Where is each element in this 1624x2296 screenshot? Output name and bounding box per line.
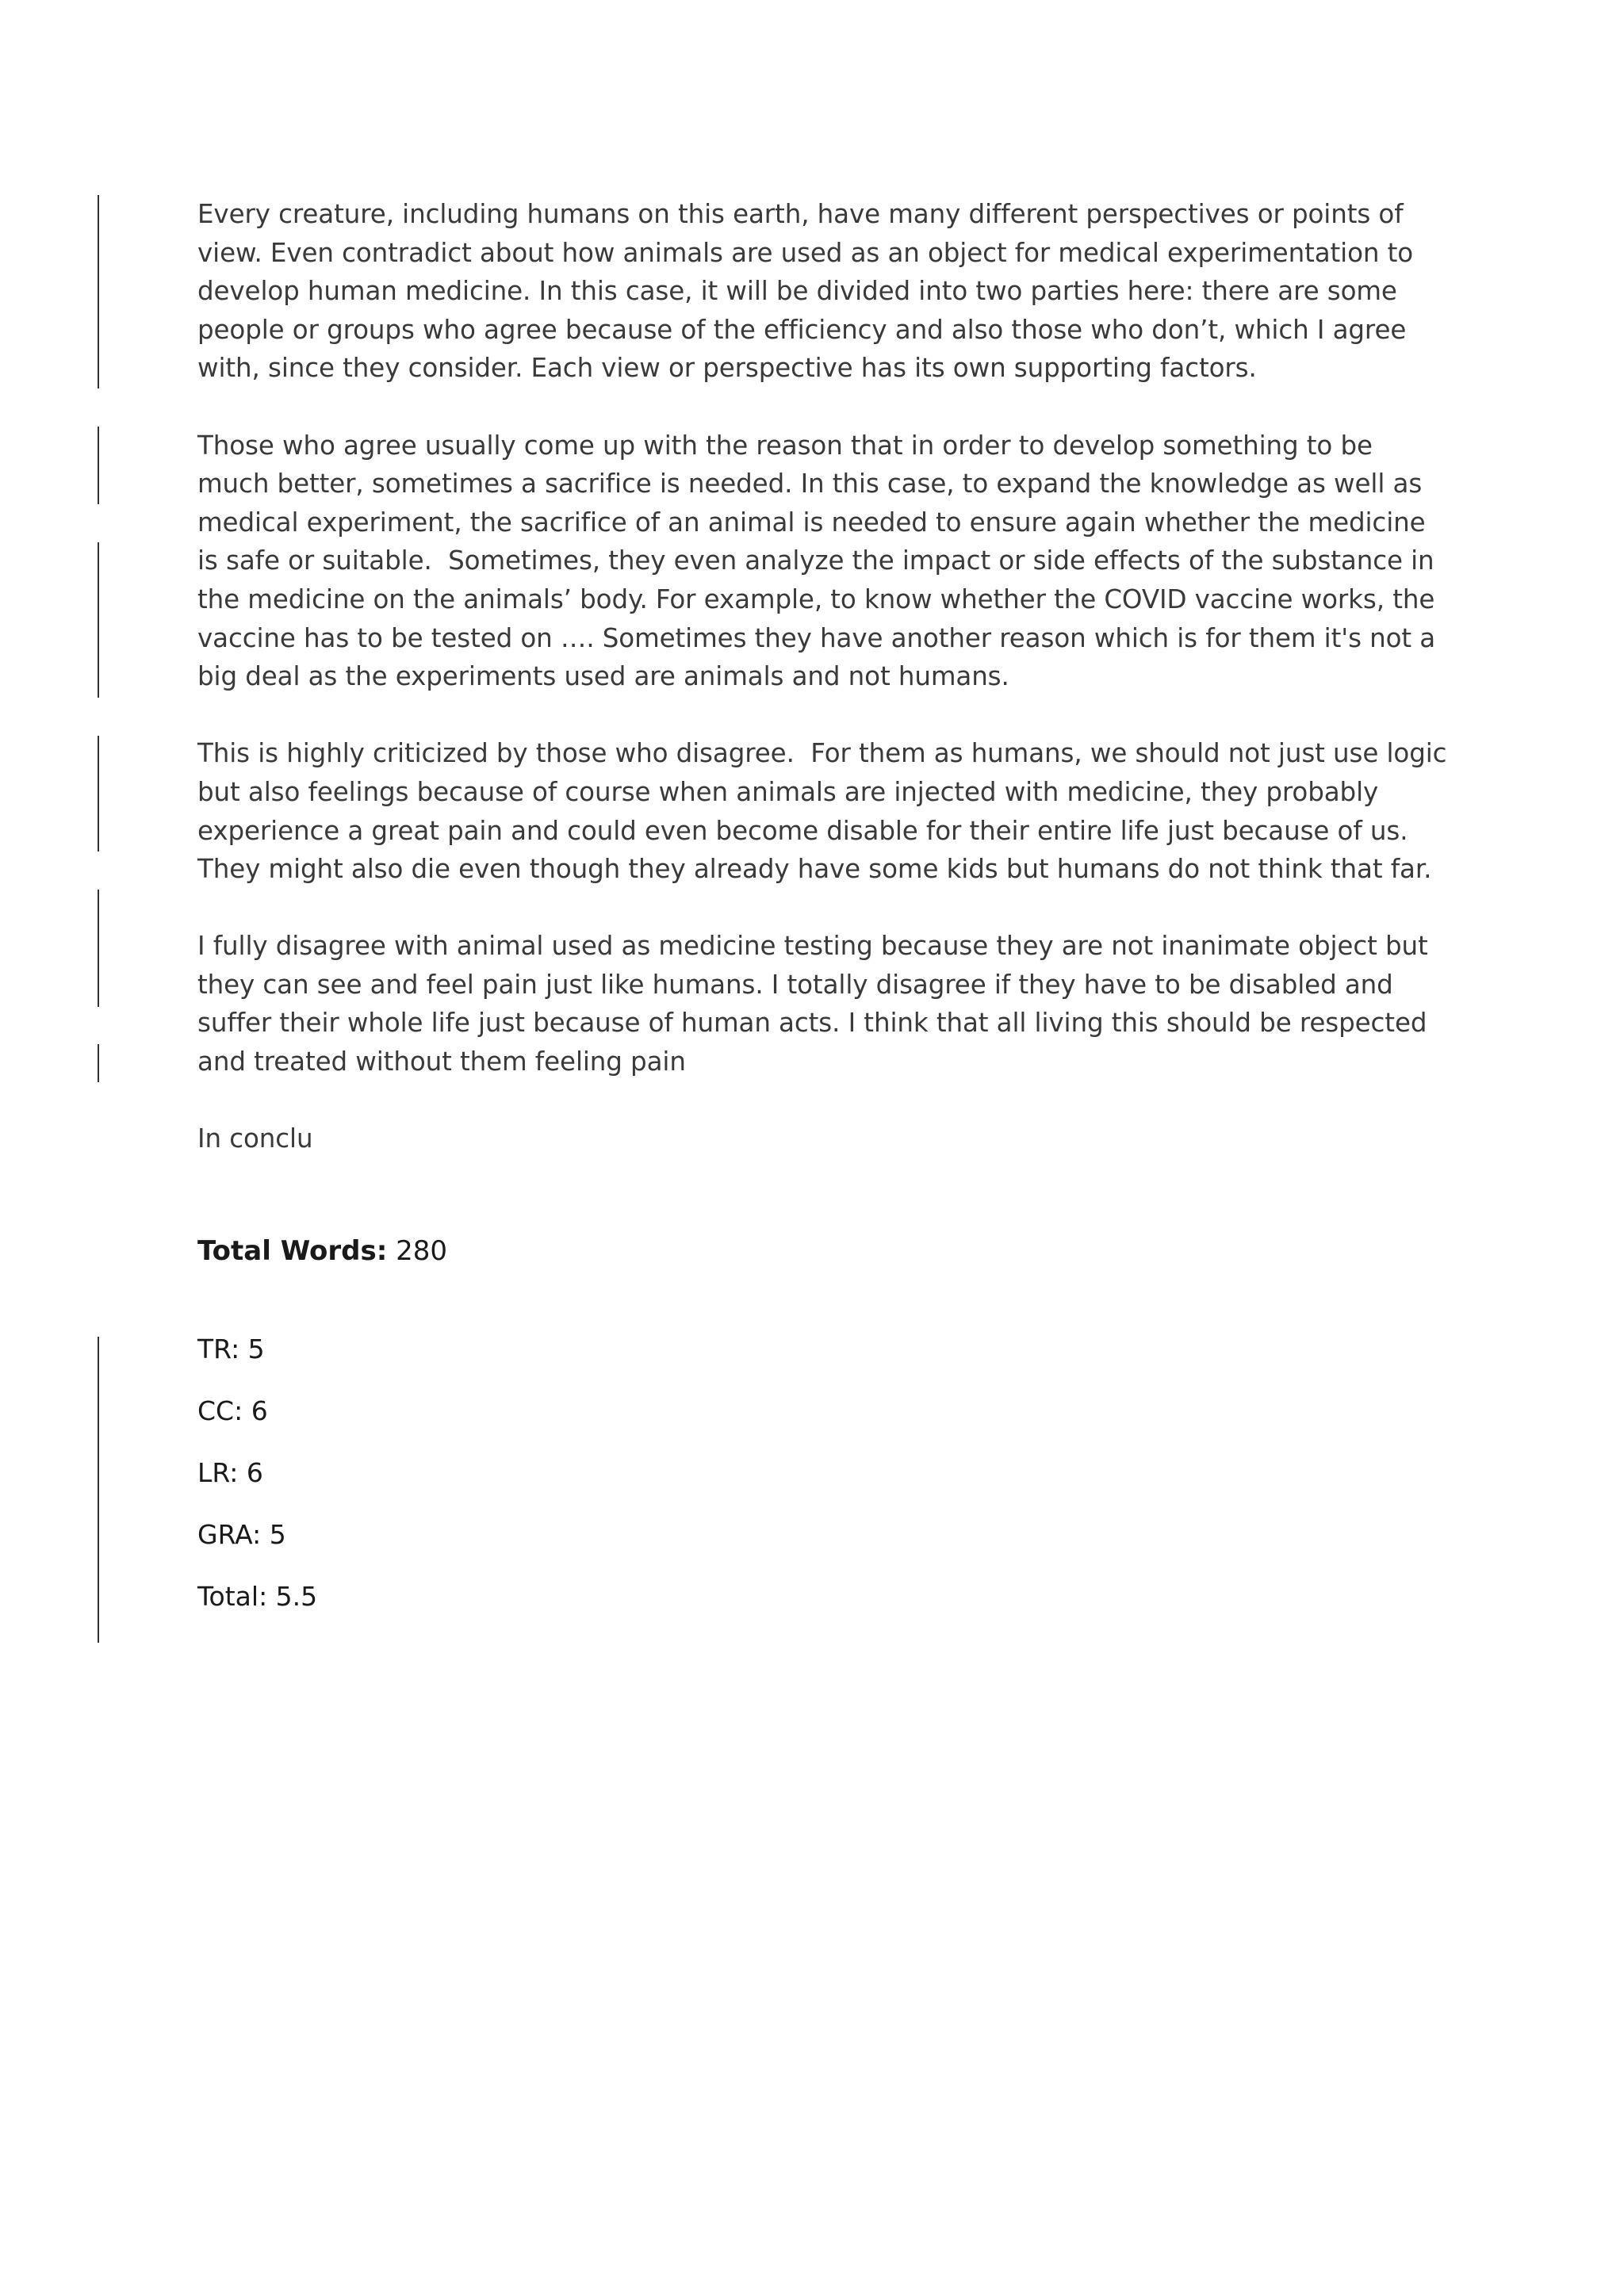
score-lr: LR: 6 xyxy=(197,1457,263,1488)
essay-paragraph: Those who agree usually come up with the reason that in order to develop something to be much better, sometimes a sacrifice is needed. In this case, to expand the knowledge as well as medical experiment, the sacrifice of an animal is needed to ensure again whether the medicine is safe or suitable. Sometimes, they even analyze the impact or side effects of the substance in the medicine on the animals’ body. For example, to know whether the COVID vaccine works, the vaccine has to be tested on …. Sometimes they have another reason which is for them it's not a big deal as the experiments used are animals and not humans. xyxy=(197,430,1444,692)
essay-paragraph: This is highly criticized by those who disagree. For them as humans, we should not just use logic but also feelings because of course when animals are injected with medicine, they probably experience a great pain and could even become disable for their entire life just because of us. They might also die even though they already have some kids but humans do not think that far. xyxy=(197,738,1455,885)
essay-body xyxy=(197,195,1455,1196)
score-cc: CC: 6 xyxy=(197,1395,268,1426)
change-bar xyxy=(98,890,99,1007)
change-bar xyxy=(98,1044,99,1082)
change-bar xyxy=(98,195,99,388)
change-bar xyxy=(98,542,99,698)
score-list xyxy=(197,1332,317,1641)
change-bar xyxy=(98,427,99,504)
essay-paragraph: I fully disagree with animal used as medicine testing because they are not inanimate object but they can see and feel pain just like humans. I totally disagree if they have to be disabled and suffer their whole life just because of human acts. I think that all living this should be respected and treated without them feeling pain xyxy=(197,931,1436,1077)
total-words-value: 280 xyxy=(396,1235,448,1267)
score-tr: TR: 5 xyxy=(197,1334,265,1364)
essay-paragraph: In conclu xyxy=(197,1123,313,1154)
essay-paragraph: Every creature, including humans on this earth, have many different perspectives or points of view. Even contradict about how animals are used as an object for medical experimentation to develop human medicine. In this case, it will be divided into two parties here: there are some people or groups who agree because of the efficiency and also those who don’t, which I agree with, since they consider. Each view or perspective has its own supporting factors. xyxy=(197,199,1422,384)
score-gra: GRA: 5 xyxy=(197,1519,286,1550)
change-bar xyxy=(98,1337,99,1643)
total-words-label: Total Words: xyxy=(197,1235,388,1267)
total-words-line xyxy=(197,1232,447,1270)
score-total: Total: 5.5 xyxy=(197,1581,318,1612)
change-bar xyxy=(98,736,99,851)
